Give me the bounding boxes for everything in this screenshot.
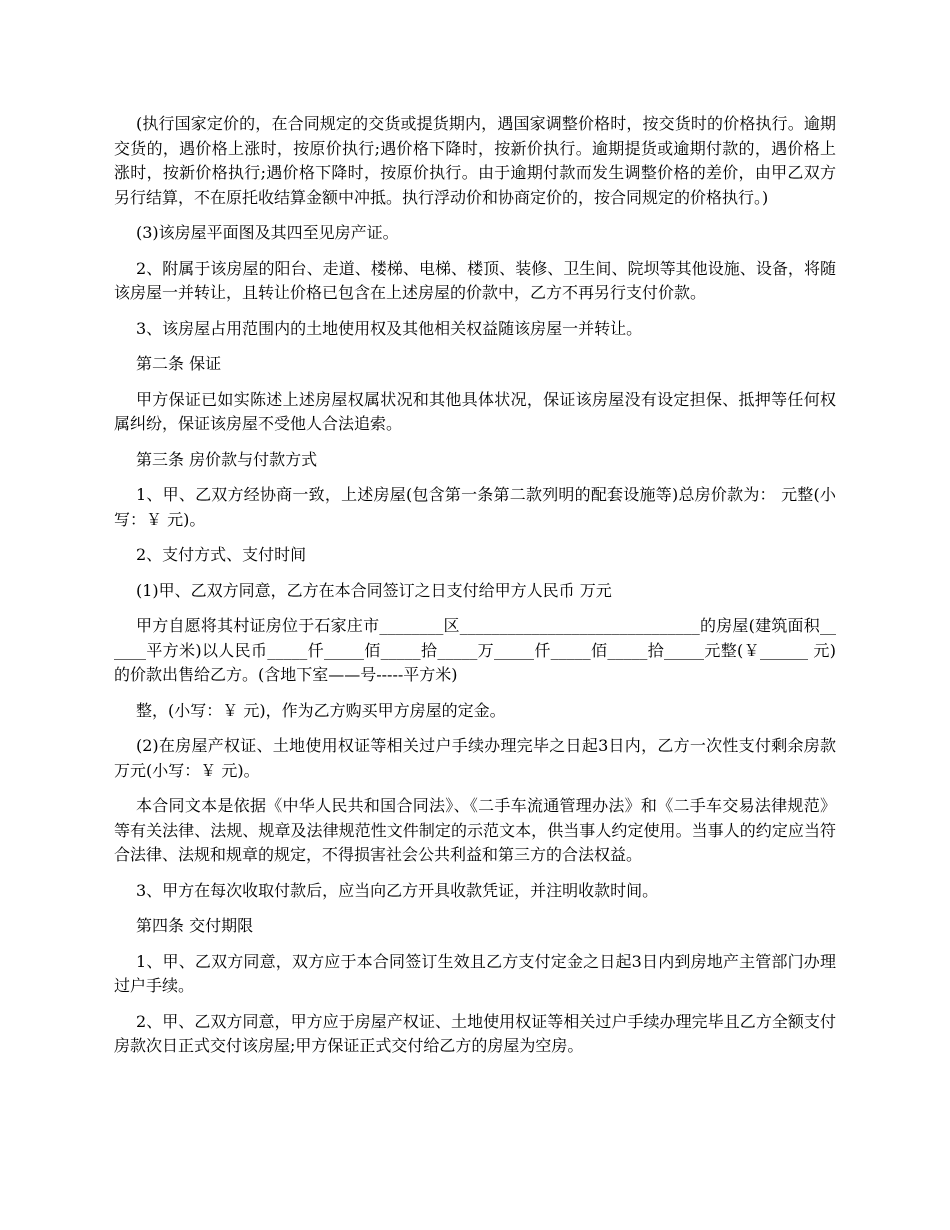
paragraph-deposit-amount: 整，(小写：￥ 元)，作为乙方购买甲方房屋的定金。 [136, 700, 506, 720]
paragraph-land-use-rights: 3、该房屋占用范围内的土地使用权及其他相关权益随该房屋一并转让。 [136, 318, 643, 338]
paragraph-remaining-payment: (2)在房屋产权证、土地使用权证等相关过户手续办理完毕之日起3日内，乙方一次性支付剩余房款 万元(小写：￥ 元)。 [114, 736, 836, 780]
paragraph-deposit-payment: (1)甲、乙双方同意，乙方在本合同签订之日支付给甲方人民币 万元 [136, 580, 612, 600]
paragraph-contract-basis: 本合同文本是依据《中华人民共和国合同法》、《二手车流通管理办法》和《二手车交易法律规范》等有关法律、法规、规章及法律规范性文件制定的示范文本，供当事人约定使用。当事人的约定应当符合法律、法规和规章的规定，不得损害社会公共利益和第三方的合法权益。 [114, 796, 836, 864]
paragraph-guarantee: 甲方保证已如实陈述上述房屋权属状况和其他具体状况，保证该房屋没有设定担保、抵押等任何权属纠纷，保证该房屋不受他人合法追索。 [114, 389, 836, 433]
paragraph-attached-facilities: 2、附属于该房屋的阳台、走道、楼梯、电梯、楼顶、装修、卫生间、院坝等其他设施、设备，将随该房屋一并转让，且转让价格已包含在上述房屋的价款中，乙方不再另行支付价款。 [114, 258, 836, 302]
document-page [114, 112, 836, 1070]
heading-article-2: 第二条 保证 [136, 354, 222, 373]
paragraph-receipt: 3、甲方在每次收取付款后，应当向乙方开具收款凭证，并注明收款时间。 [136, 880, 659, 900]
paragraph-price-adjustment: (执行国家定价的，在合同规定的交货或提货期内，遇国家调整价格时，按交货时的价格执行。逾期交货的，遇价格上涨时，按原价执行;遇价格下降时，按新价执行。逾期提货或逾期付款的，遇价格上涨时，按新价格执行;遇价格下降时，按原价执行。由于逾期付款而发生调整价格的差价，由甲乙双方另行结算，不在原托收结算金额中冲抵。执行浮动价和协商定价的，按合同规定的价格执行。) [114, 114, 836, 207]
paragraph-handover: 2、甲、乙双方同意，甲方应于房屋产权证、土地使用权证等相关过户手续办理完毕且乙方全额支付房款次日正式交付该房屋;甲方保证正式交付给乙方的房屋为空房。 [114, 1011, 836, 1055]
paragraph-transfer-procedure: 1、甲、乙双方同意，双方应于本合同签订生效且乙方支付定金之日起3日内到房地产主管部门办理过户手续。 [114, 951, 836, 995]
paragraph-property-sale: 甲方自愿将其村证房位于石家庄市________区______________________________的房屋(建筑面积______平方米)以人民币_____仟_____佰_____拾_____万_____仟_____佰_____拾_____元整(￥______ 元)的价款出售给乙方。(含地下室——号-----平方米) [114, 616, 836, 684]
paragraph-total-price: 1、甲、乙双方经协商一致，上述房屋(包含第一条第二款列明的配套设施等)总房价款为： 元整(小写：￥ 元)。 [114, 485, 836, 529]
paragraph-payment-method: 2、支付方式、支付时间 [136, 545, 307, 564]
heading-article-3: 第三条 房价款与付款方式 [136, 449, 318, 469]
paragraph-floor-plan: (3)该房屋平面图及其四至见房产证。 [136, 223, 399, 242]
heading-article-4: 第四条 交付期限 [136, 916, 254, 935]
